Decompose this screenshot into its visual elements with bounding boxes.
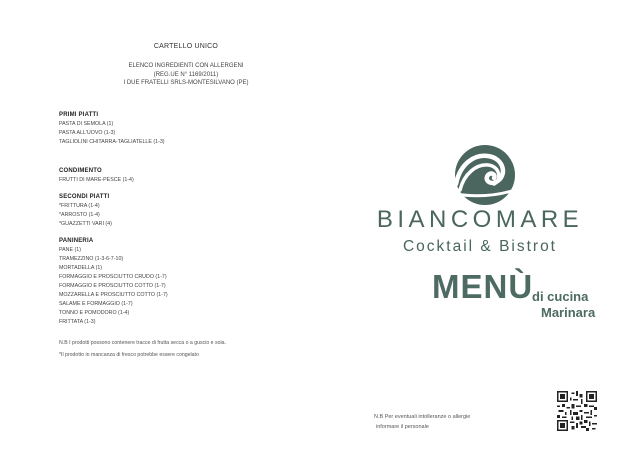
section-primi-piatti — [59, 112, 165, 147]
list-item: *ARROSTO (1-4) — [59, 212, 100, 218]
list-item: FORMAGGIO E PROSCIUTTO COTTO (1-7) — [59, 283, 166, 289]
footnote-line: informare il personale — [376, 423, 429, 430]
brand-name: BIANCOMARE — [376, 206, 584, 233]
footnote-line: N.B Per eventuali intolleranze o allergie — [374, 414, 471, 420]
section-title: PANINERIA — [59, 238, 94, 244]
qr-code-icon[interactable] — [557, 391, 597, 431]
list-item: TONNO E POMODORO (1-4) — [59, 310, 130, 316]
brand-tagline: Cocktail & Bistrot — [402, 238, 557, 255]
list-item: SALAME E FORMAGGIO (1-7) — [59, 301, 133, 307]
wave-icon — [450, 142, 520, 208]
allergen-subtitle — [0, 62, 372, 88]
menu-subtitle-line1: di cucina — [532, 289, 589, 304]
subtitle-line: (REG.UE N° 1169/2011) — [153, 71, 219, 78]
list-item: *GUAZZETTI VARI (4) — [59, 221, 112, 227]
list-item: TAGLIOLINI CHITARRA-TAGLIATELLE (1-3) — [59, 139, 165, 145]
list-item: PANE (1) — [59, 247, 81, 253]
list-item: PASTA DI SEMOLA (1) — [59, 121, 114, 127]
allergy-footnote — [374, 413, 470, 432]
section-title: PRIMI PIATTI — [59, 112, 99, 118]
section-title: CONDIMENTO — [59, 168, 102, 174]
list-item: MORTADELLA (1) — [59, 265, 103, 271]
list-item: *FRITTURA (1-4) — [59, 203, 100, 209]
menu-title: MENÙ — [432, 268, 534, 305]
section-condimento — [59, 168, 134, 185]
note-frozen: *Il prodotto in mancanza di fresco potrebbe essere congelato — [59, 352, 199, 358]
list-item: TRAMEZZINO (1-3-6-7-10) — [59, 256, 124, 262]
list-item: FORMAGGIO E PROSCIUTTO CRUDO (1-7) — [59, 274, 167, 280]
list-item: PASTA ALL'UOVO (1-3) — [59, 130, 116, 136]
menu-subtitle-line2: Marinara — [541, 305, 596, 320]
section-panineria — [59, 238, 168, 327]
allergen-title: CARTELLO UNICO — [153, 43, 219, 50]
section-secondi-piatti — [59, 194, 112, 229]
list-item: MOZZARELLA E PROSCIUTTO COTTO (1-7) — [59, 292, 168, 298]
section-title: SECONDI PIATTI — [59, 194, 110, 200]
subtitle-line: I DUE FRATELLI SRLS-MONTESILVANO (PE) — [123, 80, 249, 86]
subtitle-line: ELENCO INGREDIENTI CON ALLERGENI — [128, 63, 244, 69]
list-item: FRITTATA (1-3) — [59, 319, 96, 325]
note-traces: N.B I prodotti possono contenere tracce di frutta secca o a guscio e soia. — [59, 340, 226, 346]
list-item: FRUTTI DI MARE-PESCE (1-4) — [59, 177, 134, 183]
